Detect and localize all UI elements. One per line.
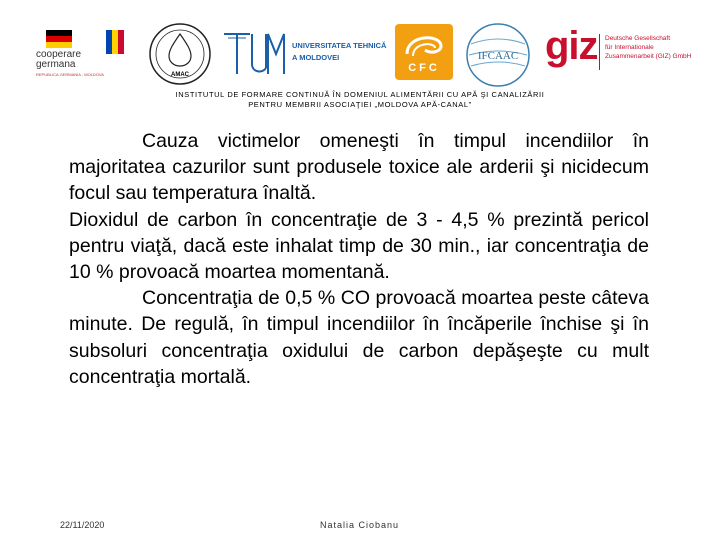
utm-line2: A MOLDOVEI <box>292 53 340 62</box>
moldova-flag-icon <box>106 30 124 54</box>
utm-logo <box>220 24 390 80</box>
ifcaac-logo <box>465 22 531 88</box>
amac-seal-logo <box>145 22 215 86</box>
german-flag-icon <box>46 30 72 48</box>
paragraph-1: Cauza victimelor omeneşti în timpul incendiilor în majoritatea cazurilor sunt produsele toxice ale arderii şi nicidecum focul sau temperatura înaltă. <box>69 130 649 205</box>
utm-line1: UNIVERSITATEA TEHNICĂ <box>292 41 387 50</box>
ifcaac-globe-icon <box>465 22 531 88</box>
coop-line1: cooperare <box>36 49 82 60</box>
footer-date: 22/11/2020 <box>60 520 105 530</box>
paragraph-3: Concentraţia de 0,5 % CO provoacă moartea peste câteva minute. De regulă, în timpul incendiilor în încăperile închise şi în subsoluri concentraţia oxidului de carbon depăşeşte cu mult concentraţia mortală. <box>69 287 649 388</box>
institute-header <box>0 90 720 110</box>
cfc-label: CFC <box>408 62 440 74</box>
giz-divider <box>599 34 600 70</box>
giz-line1: Deutsche Gesellschaft <box>605 35 671 42</box>
institute-line1: INSTITUTUL DE FORMARE CONTINUĂ ÎN DOMENIUL ALIMENTĂRII CU APĂ ŞI CANALIZĂRII <box>175 90 545 99</box>
cooperare-germana-logo <box>36 30 128 78</box>
cfc-logo <box>395 24 453 80</box>
coop-line2: germana <box>36 59 76 70</box>
giz-line3: Zusammenarbeit (GIZ) GmbH <box>605 53 692 60</box>
institute-line2: PENTRU MEMBRII ASOCIAŢIEI „MOLDOVA APĂ-CANAL” <box>248 100 472 109</box>
logo-strip <box>0 10 720 80</box>
coop-subtitle: REPUBLICA GERMANIA - MOLDOVA <box>36 72 104 77</box>
footer-author: Natalia Ciobanu <box>320 520 400 530</box>
slide-body <box>69 128 649 390</box>
paragraph-2: Dioxidul de carbon în concentraţie de 3 - 4,5 % prezintă pericol pentru viaţă, dacă este inhalat timp de 30 min., iar concentraţia de 10 % provoacă moartea momentană. <box>69 208 649 284</box>
amac-label: AMAC <box>171 72 189 78</box>
giz-line2: für Internationale <box>605 44 654 51</box>
ifcaac-label: IFCAAC <box>477 50 519 62</box>
cfc-swirl-icon <box>395 24 453 64</box>
amac-seal-icon <box>145 22 215 86</box>
utm-emblem-icon <box>220 24 290 80</box>
giz-logo <box>545 24 705 80</box>
giz-wordmark: giz <box>545 24 598 68</box>
